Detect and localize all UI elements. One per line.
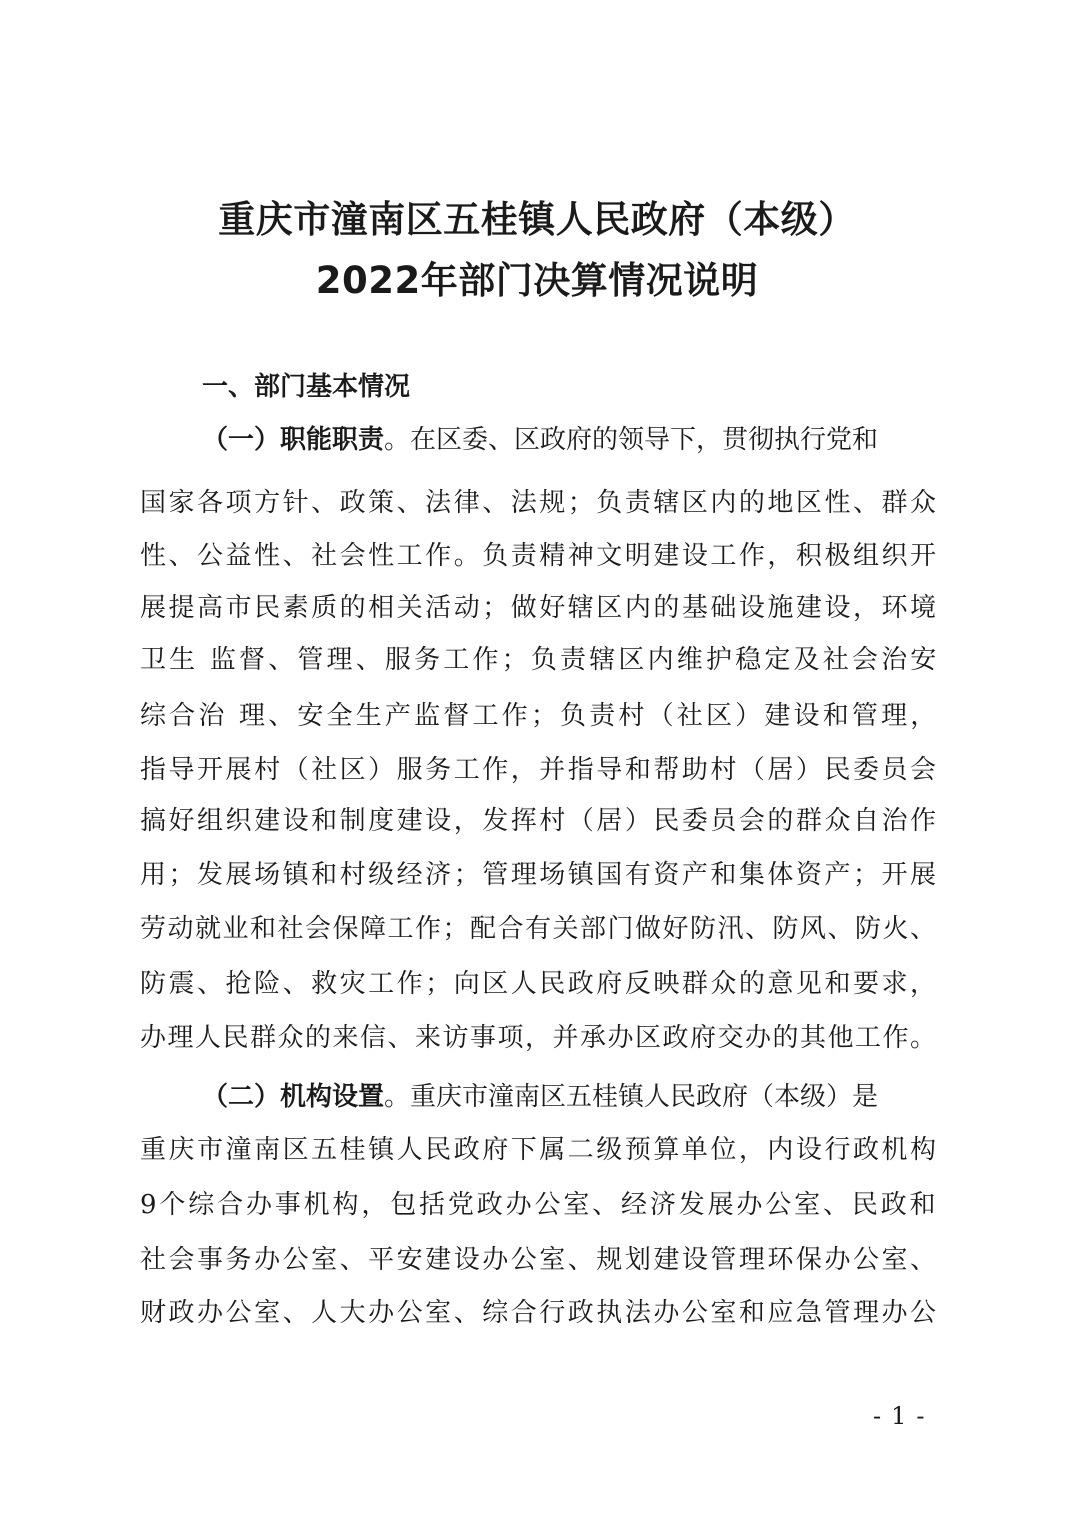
section-heading: 一、部门基本情况 (202, 372, 411, 402)
paragraph-line: 搞好组织建设和制度建设，发挥村（居）民委员会的群众自治作 (140, 806, 939, 836)
paragraph-line: 性、公益性、社会性工作。负责精神文明建设工作，积极组织开 (140, 541, 939, 571)
paragraph-line (202, 427, 936, 453)
paragraph-line: 卫生 监督、管理、服务工作；负责辖区内维护稳定及社会治安 (140, 645, 940, 675)
page-number: -1- (873, 1402, 935, 1430)
paragraph-line: 劳动就业和社会保障工作；配合有关部门做好防汛、防风、防火、 (140, 914, 938, 944)
paragraph-line: 展提高市民素质的相关活动；做好辖区内的基础设施建设，环境 (140, 593, 939, 623)
paragraph-line (202, 1084, 936, 1110)
paragraph-text: 。在区委、区政府的领导下，贯彻执行党和 (384, 425, 879, 455)
paragraph-line: 指导开展村（社区）服务工作，并指导和帮助村（居）民委员会 (140, 755, 939, 785)
paragraph-line: 办理人民群众的来信、来访事项，并承办区政府交办的其他工作。 (140, 1023, 938, 1053)
paragraph-label-organization: （二）机构设置 (202, 1082, 385, 1112)
paragraph-line: 社会事务办公室、平安建设办公室、规划建设管理环保办公室、 (140, 1245, 939, 1275)
paragraph-line: 国家各项方针、政策、法律、法规；负责辖区内的地区性、群众 (140, 488, 939, 518)
paragraph-line: 9个综合办事机构，包括党政办公室、经济发展办公室、民政和 (140, 1190, 939, 1220)
paragraph-label-functions: （一）职能职责 (202, 425, 385, 455)
document-title-line-1: 重庆市潼南区五桂镇人民政府（本级） (218, 198, 856, 241)
paragraph-line: 用；发展场镇和村级经济；管理场镇国有资产和集体资产；开展 (140, 860, 939, 890)
document-title-line-2: 2022年部门决算情况说明 (315, 259, 759, 302)
paragraph-text: 。重庆市潼南区五桂镇人民政府（本级）是 (384, 1082, 879, 1112)
paragraph-line: 防震、抢险、救灾工作；向区人民政府反映群众的意见和要求， (140, 969, 939, 999)
paragraph-line: 综合治 理、安全生产监督工作；负责村（社区）建设和管理， (140, 701, 940, 731)
paragraph-line: 财政办公室、人大办公室、综合行政执法办公室和应急管理办公 (140, 1298, 939, 1328)
paragraph-line: 重庆市潼南区五桂镇人民政府下属二级预算单位，内设行政机构 (140, 1135, 939, 1165)
